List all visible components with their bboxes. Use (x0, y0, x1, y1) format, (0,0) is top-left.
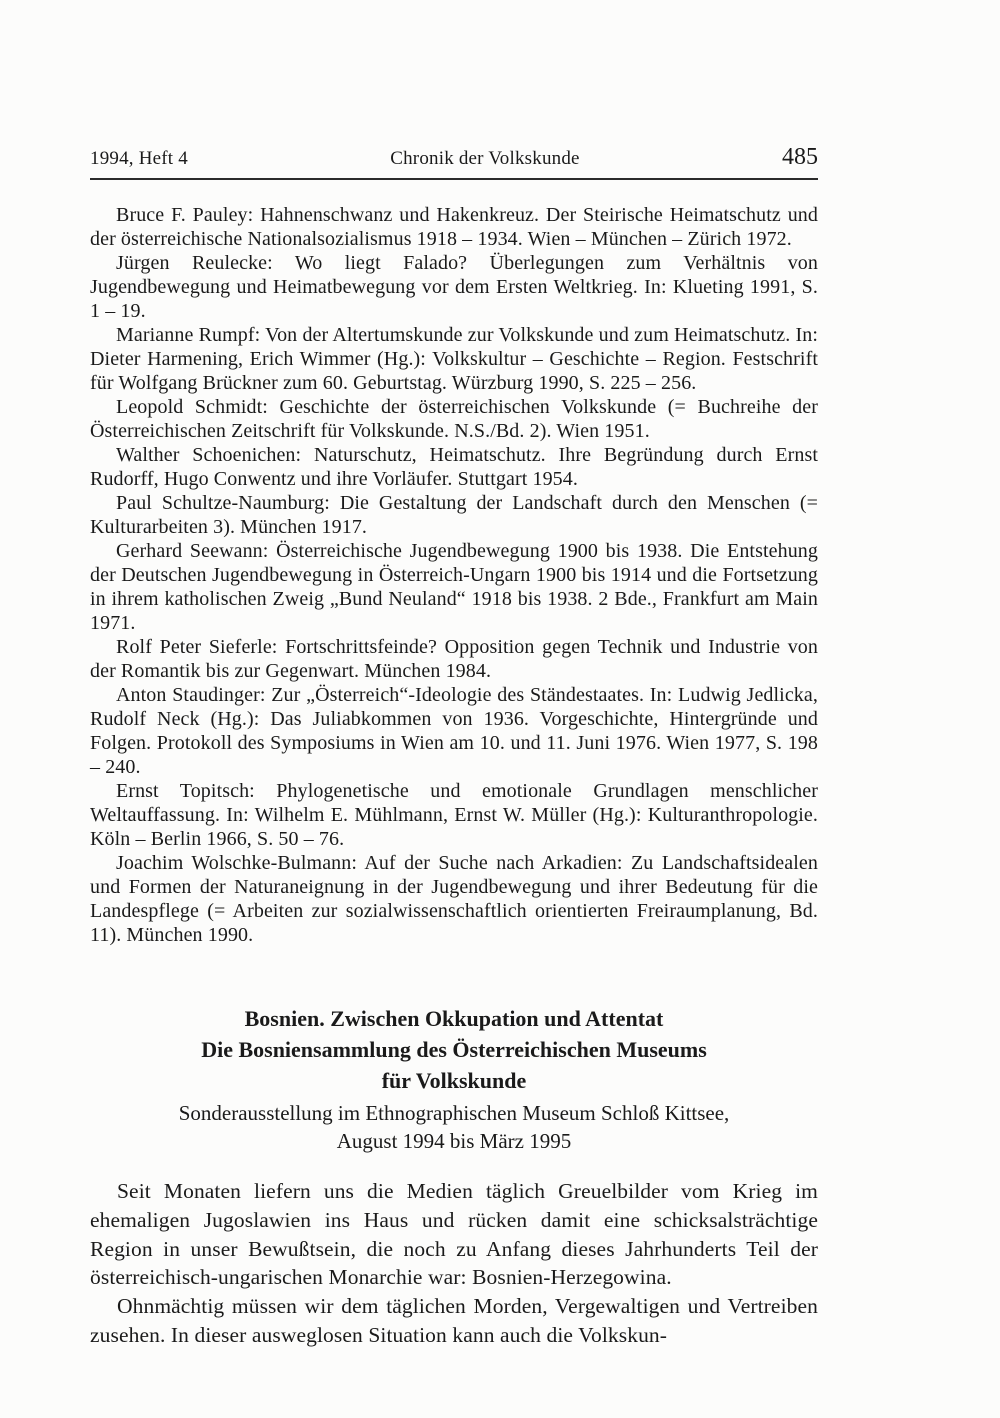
bibliography-entry: Bruce F. Pauley: Hahnenschwanz und Hakenkreuz. Der Steirische Heimatschutz und der österreichische Nationalsozialismus 1918 – 1934. Wien – München – Zürich 1972. (90, 204, 818, 250)
bibliography-entry: Rolf Peter Sieferle: Fortschrittsfeinde? Opposition gegen Technik und Industrie von der Romantik bis zur Gegenwart. München 1984. (90, 636, 818, 682)
bibliography-entry: Jürgen Reulecke: Wo liegt Falado? Überlegungen zum Verhältnis von Jugendbewegung und Heimatbewegung vor dem Ersten Weltkrieg. In: Klueting 1991, S. 1 – 19. (90, 252, 818, 322)
article-body (90, 1177, 818, 1350)
section-title-line: Die Bosniensammlung des Österreichischen Museums (201, 1037, 707, 1062)
body-paragraph: Seit Monaten liefern uns die Medien täglich Greuelbilder vom Krieg im ehemaligen Jugoslawien ins Haus und rücken damit eine schicksalsträchtige Region in unser Bewußtsein, die noch zu Anfang dieses Jahrhunderts Teil der österreichisch-ungarischen Monarchie war: Bosnien-Herzegowina. (90, 1179, 818, 1290)
page-content (90, 203, 818, 1350)
section-title-line: für Volkskunde (381, 1068, 527, 1093)
bibliography-entry: Ernst Topitsch: Phylogenetische und emotionale Grundlagen menschlicher Weltauffassung. In: Wilhelm E. Mühlmann, Ernst W. Müller (Hg.): Kulturanthropologie. Köln – Berlin 1966, S. 50 – 76. (90, 780, 818, 850)
section-subtitle (90, 1099, 818, 1155)
bibliography-entry: Anton Staudinger: Zur „Österreich“-Ideologie des Ständestaates. In: Ludwig Jedlicka, Rudolf Neck (Hg.): Das Juliabkommen von 1936. Vorgeschichte, Hintergründe und Folgen. Protokoll des Symposiums in Wien am 10. und 11. Juni 1976. Wien 1977, S. 198 – 240. (90, 684, 818, 778)
bibliography-entry: Joachim Wolschke-Bulmann: Auf der Suche nach Arkadien: Zu Landschaftsidealen und Formen der Naturaneignung in der Jugendbewegung und ihrer Bedeutung für die Landespflege (= Arbeiten zur sozialwissenschaftlich orientierten Freiraumplanung, Bd. 11). München 1990. (90, 852, 818, 946)
journal-title: Chronik der Volkskunde (390, 148, 580, 169)
bibliography-entry: Gerhard Seewann: Österreichische Jugendbewegung 1900 bis 1938. Die Entstehung der Deutschen Jugendbewegung in Österreich-Ungarn 1900 bis 1914 und die Fortsetzung in ihrem katholischen Zweig „Bund Neuland“ 1918 bis 1938. 2 Bde., Frankfurt am Main 1971. (90, 540, 818, 634)
section-title-line: Bosnien. Zwischen Okkupation und Attentat (244, 1006, 664, 1031)
running-head (90, 144, 818, 171)
header-rule (90, 178, 818, 180)
bibliography-entry: Leopold Schmidt: Geschichte der österreichischen Volkskunde (= Buchreihe der Österreichischen Zeitschrift für Volkskunde. N.S./Bd. 2). Wien 1951. (90, 396, 818, 442)
section-heading (90, 1003, 818, 1155)
bibliography-entry: Paul Schultze-Naumburg: Die Gestaltung der Landschaft durch den Menschen (= Kulturarbeiten 3). München 1917. (90, 492, 818, 538)
bibliography-list (90, 203, 818, 947)
body-paragraph: Ohnmächtig müssen wir dem täglichen Morden, Vergewaltigen und Vertreiben zusehen. In dieser ausweglosen Situation kann auch die Volkskun- (90, 1294, 818, 1347)
issue-label: 1994, Heft 4 (90, 148, 188, 169)
bibliography-entry: Walther Schoenichen: Naturschutz, Heimatschutz. Ihre Begründung durch Ernst Rudorff, Hugo Conwentz und ihre Vorläufer. Stuttgart 1954. (90, 444, 818, 490)
section-subtitle-line: Sonderausstellung im Ethnographischen Museum Schloß Kittsee, (178, 1101, 730, 1125)
page-number: 485 (782, 144, 818, 170)
bibliography-entry: Marianne Rumpf: Von der Altertumskunde zur Volkskunde und zum Heimatschutz. In: Dieter Harmening, Erich Wimmer (Hg.): Volkskultur – Geschichte – Region. Festschrift für Wolfgang Brückner zum 60. Geburtstag. Würzburg 1990, S. 225 – 256. (90, 324, 818, 394)
section-subtitle-line: August 1994 bis März 1995 (336, 1129, 572, 1153)
